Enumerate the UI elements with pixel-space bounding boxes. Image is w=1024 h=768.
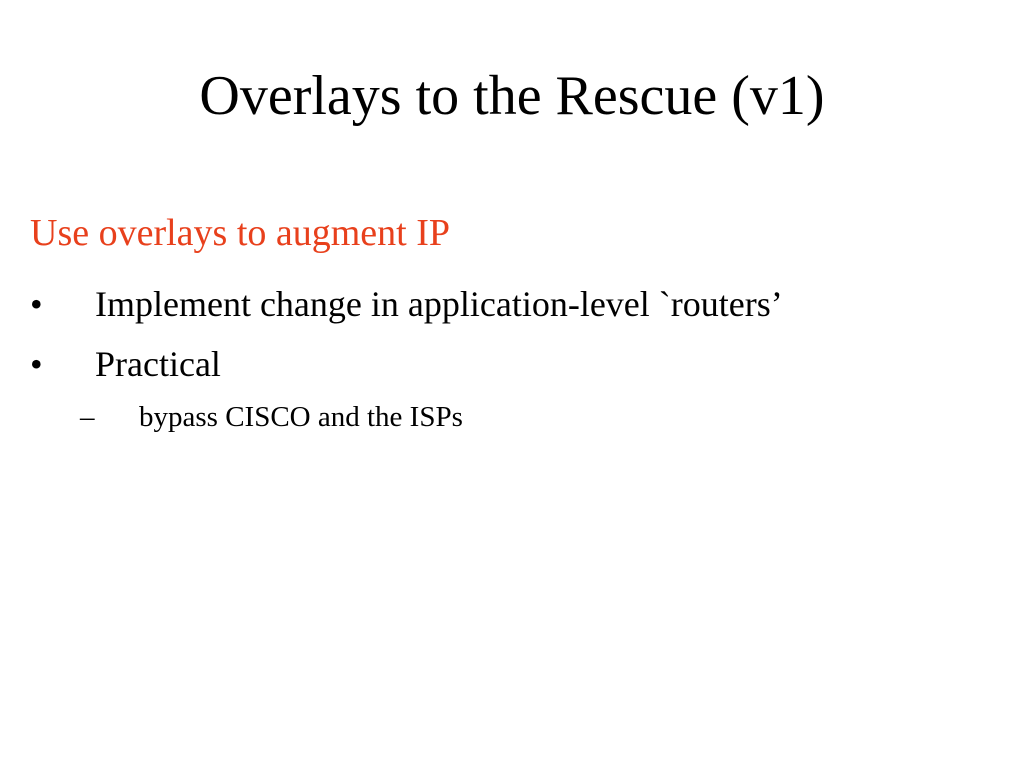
slide-title: Overlays to the Rescue (v1) — [199, 65, 825, 127]
dash-mark: – — [80, 401, 95, 433]
bullet-text: Implement change in application-level `routers’ — [95, 284, 783, 324]
bullet-mark: • — [30, 344, 43, 384]
slide-subheading: Use overlays to augment IP — [30, 212, 451, 254]
bullet-item — [30, 341, 221, 387]
bullet-mark: • — [30, 284, 43, 324]
bullet-text: Practical — [95, 344, 221, 384]
bullet-item — [30, 281, 783, 327]
sub-bullet-item — [80, 398, 463, 436]
sub-bullet-text: bypass CISCO and the ISPs — [139, 401, 463, 433]
